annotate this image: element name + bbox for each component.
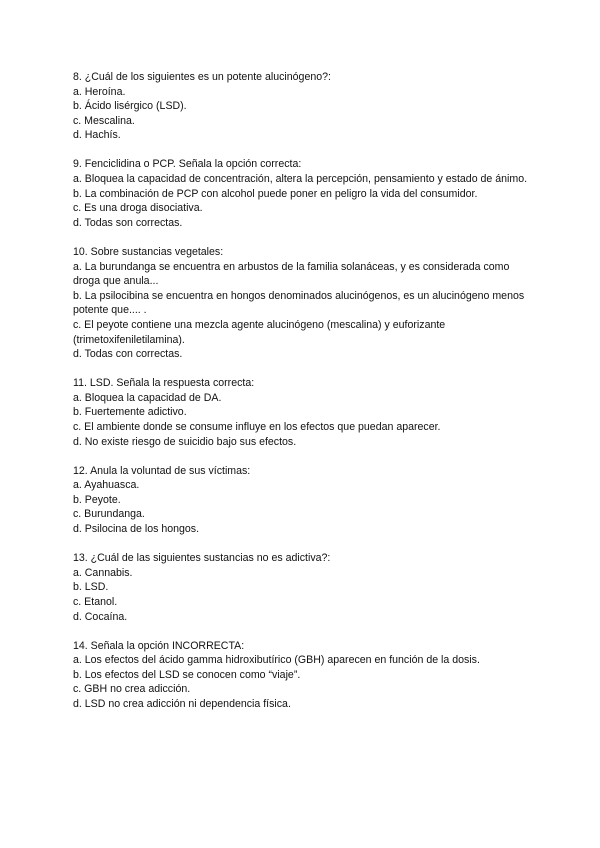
option-c: c. El ambiente donde se consume influye en los efectos que puedan aparecer. — [73, 420, 441, 433]
option-d: d. Hachís. — [73, 129, 121, 142]
option-a: a. Bloquea la capacidad de concentración, altera la percepción, pensamiento y estado de ánimo. — [73, 173, 528, 186]
option-c: c. El peyote contiene una mezcla agente alucinógeno (mescalina) y euforizante (trimetoxifeniletilamina). — [73, 318, 446, 346]
option-a: a. Ayahuasca. — [73, 479, 140, 492]
option-b: b. Ácido lisérgico (LSD). — [73, 100, 187, 113]
question-block — [73, 376, 528, 449]
option-d: d. No existe riesgo de suicidio bajo sus efectos. — [73, 435, 297, 448]
question-block — [73, 551, 528, 624]
option-b: b. La psilocibina se encuentra en hongos denominados alucinógenos, es un alucinógeno menos potente que.... . — [73, 289, 525, 317]
option-b: b. Peyote. — [73, 493, 121, 506]
option-b: b. Los efectos del LSD se conocen como “viaje”. — [73, 668, 301, 681]
question-block — [73, 639, 528, 712]
question-block — [73, 70, 528, 143]
option-d: d. LSD no crea adicción ni dependencia física. — [73, 697, 291, 710]
question-text: 9. Fenciclidina o PCP. Señala la opción correcta: — [73, 158, 302, 171]
option-d: d. Cocaína. — [73, 610, 128, 623]
option-c: c. Mescalina. — [73, 114, 135, 127]
option-a: a. La burundanga se encuentra en arbustos de la familia solanáceas, y es considerada como droga que anula... — [73, 260, 510, 288]
option-c: c. Es una droga disociativa. — [73, 202, 203, 215]
option-b: b. Fuertemente adictivo. — [73, 406, 187, 419]
question-block — [73, 464, 528, 537]
question-text: 13. ¿Cuál de las siguientes sustancias no es adictiva?: — [73, 552, 331, 565]
option-c: c. Etanol. — [73, 595, 118, 608]
question-block — [73, 157, 528, 230]
option-d: d. Psilocina de los hongos. — [73, 523, 200, 536]
option-c: c. Burundanga. — [73, 508, 145, 521]
question-text: 10. Sobre sustancias vegetales: — [73, 245, 224, 258]
question-text: 12. Anula la voluntad de sus víctimas: — [73, 464, 251, 477]
question-text: 8. ¿Cuál de los siguientes es un potente alucinógeno?: — [73, 71, 331, 83]
option-b: b. LSD. — [73, 581, 109, 594]
question-list — [73, 70, 528, 726]
option-b: b. La combinación de PCP con alcohol puede poner en peligro la vida del consumidor. — [73, 187, 478, 200]
option-c: c. GBH no crea adicción. — [73, 683, 191, 696]
option-a: a. Los efectos del ácido gamma hidroxibutírico (GBH) aparecen en función de la dosis. — [73, 654, 480, 667]
option-a: a. Cannabis. — [73, 566, 133, 579]
question-block — [73, 245, 528, 362]
question-text: 11. LSD. Señala la respuesta correcta: — [73, 377, 255, 390]
option-a: a. Bloquea la capacidad de DA. — [73, 391, 222, 404]
option-a: a. Heroína. — [73, 85, 126, 98]
question-text: 14. Señala la opción INCORRECTA: — [73, 639, 245, 652]
option-d: d. Todas con correctas. — [73, 348, 183, 361]
option-d: d. Todas son correctas. — [73, 216, 183, 229]
